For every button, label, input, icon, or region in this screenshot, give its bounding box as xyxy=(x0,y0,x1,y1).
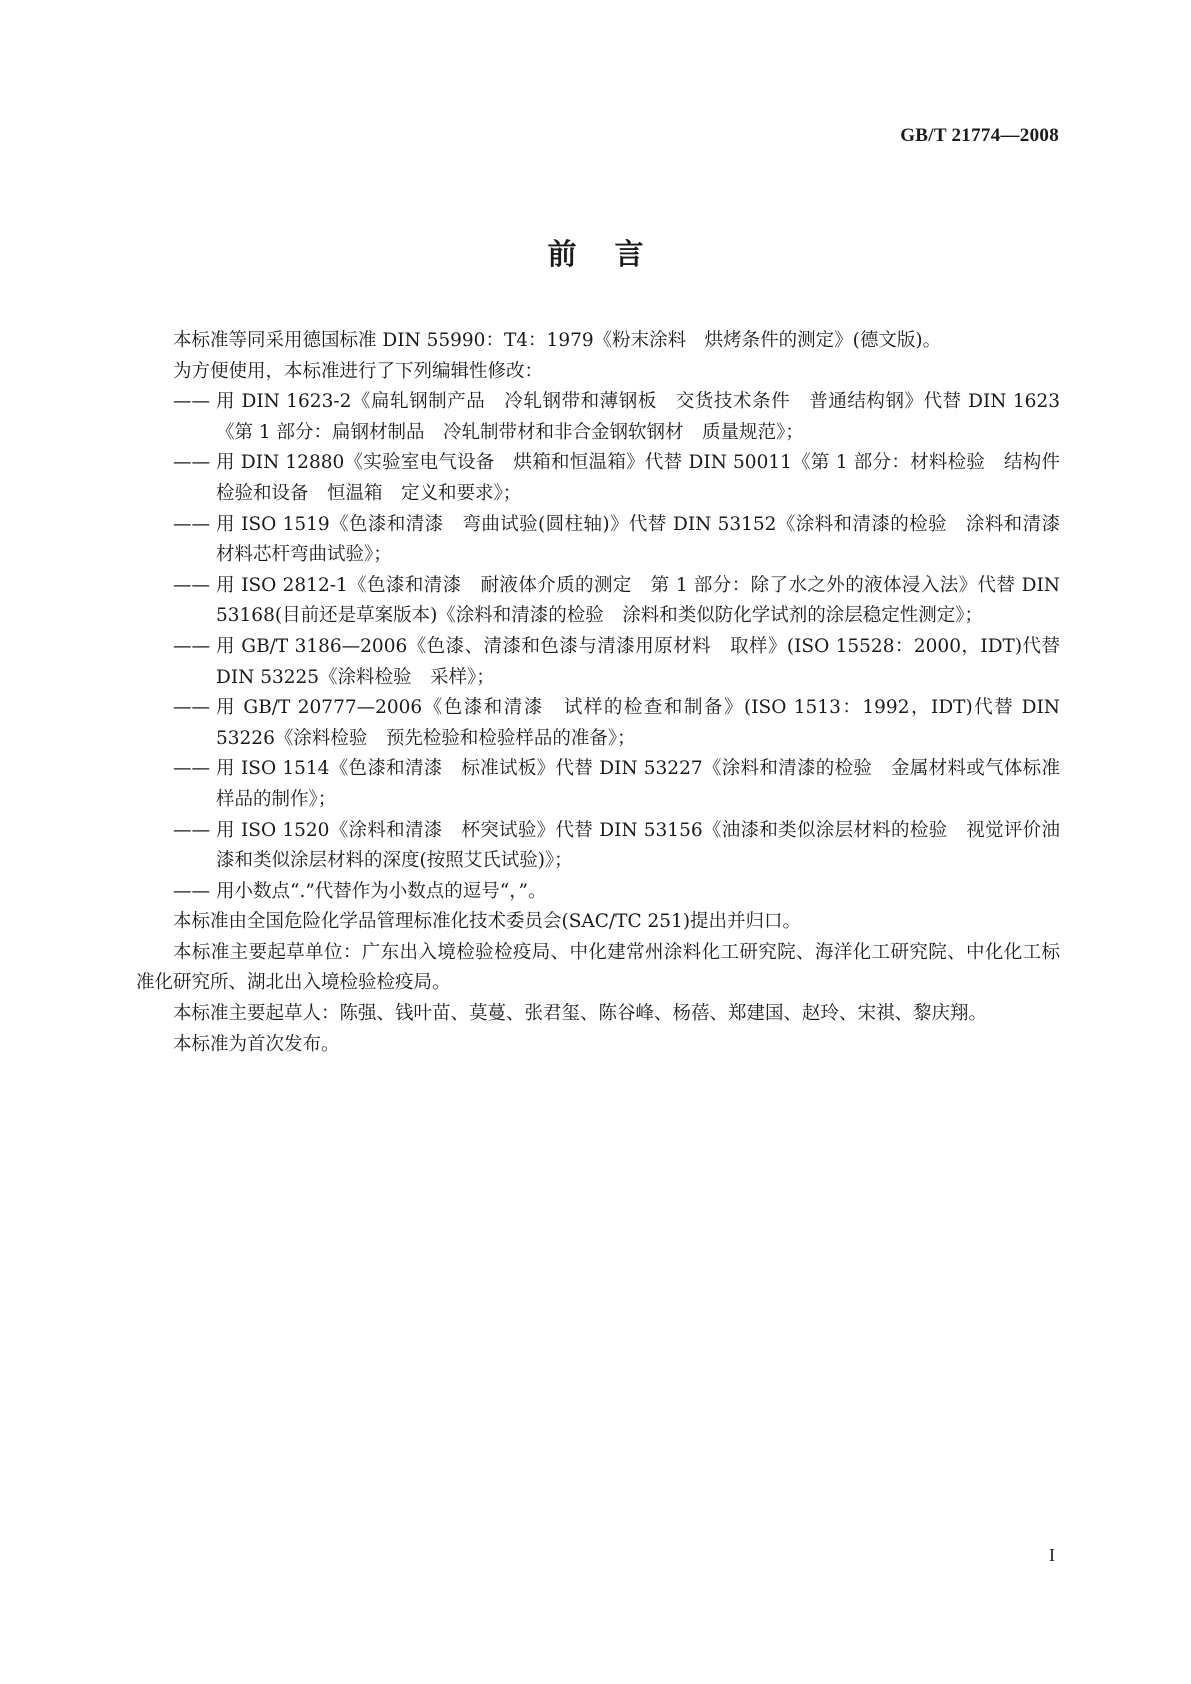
list-item xyxy=(136,571,1060,632)
list-item xyxy=(136,693,1060,754)
list-item xyxy=(136,387,1060,448)
list-item xyxy=(136,632,1060,693)
paragraph-first-release: 本标准为首次发布。 xyxy=(173,1033,340,1055)
standard-code: GB/T 21774—2008 xyxy=(900,125,1059,146)
list-dash: —— xyxy=(173,513,210,535)
paragraph-proposer: 本标准由全国危险化学品管理标准化技术委员会(SAC/TC 251)提出并归口。 xyxy=(173,911,802,933)
list-dash: —— xyxy=(173,819,210,841)
page-number: I xyxy=(1049,1545,1055,1565)
list-item xyxy=(136,816,1060,877)
foreword-body xyxy=(136,326,1060,1060)
list-item-text: 用 GB/T 3186—2006《色漆、清漆和色漆与清漆用原材料 取样》(ISO 15528：2000，IDT)代替 DIN 53225《涂料检验 采样》； xyxy=(216,635,1060,688)
list-dash: —— xyxy=(173,452,210,474)
list-item-text: 用小数点“.”代替作为小数点的逗号“，”。 xyxy=(216,880,547,902)
paragraph-adoption: 本标准等同采用德国标准 DIN 55990：T4：1979《粉末涂料 烘烤条件的测定》(德文版)。 xyxy=(173,330,942,351)
list-item-text: 用 ISO 1520《涂料和清漆 杯突试验》代替 DIN 53156《油漆和类似涂层材料的检验 视觉评价油漆和类似涂层材料的深度(按照艾氏试验)》； xyxy=(216,819,1060,872)
list-dash: —— xyxy=(173,758,210,780)
list-item xyxy=(136,754,1060,815)
paragraph-edits-intro: 为方便使用，本标准进行了下列编辑性修改： xyxy=(173,360,544,382)
list-item xyxy=(136,448,1060,509)
list-item-text: 用 ISO 2812-1《色漆和清漆 耐液体介质的测定 第 1 部分：除了水之外的液体浸入法》代替 DIN 53168(目前还是草案版本)《涂料和清漆的检验 涂料和类似防化学试剂的涂层稳定性测定》； xyxy=(216,574,1060,627)
list-item-text: 用 ISO 1519《色漆和清漆 弯曲试验(圆柱轴)》代替 DIN 53152《涂料和清漆的检验 涂料和清漆材料芯杆弯曲试验》； xyxy=(216,513,1060,566)
list-dash: —— xyxy=(173,635,210,657)
changes-list xyxy=(136,387,1060,907)
list-item-text: 用 DIN 12880《实验室电气设备 烘箱和恒温箱》代替 DIN 50011《第 1 部分：材料检验 结构件检验和设备 恒温箱 定义和要求》； xyxy=(216,452,1060,504)
paragraph-drafters: 本标准主要起草人：陈强、钱叶苗、莫蔓、张君玺、陈谷峰、杨蓓、郑建国、赵玲、宋祺、黎庆翔。 xyxy=(173,1003,988,1025)
list-item-text: 用 GB/T 20777—2006《色漆和清漆 试样的检查和制备》(ISO 1513：1992，IDT)代替 DIN 53226《涂料检验 预先检验和检验样品的准备》； xyxy=(216,697,1060,749)
list-dash: —— xyxy=(173,391,210,413)
list-item-text: 用 DIN 1623-2《扁轧钢制产品 冷轧钢带和薄钢板 交货技术条件 普通结构钢》代替 DIN 1623《第 1 部分：扁钢材制品 冷轧制带材和非合金钢软钢材 质量规范》； xyxy=(216,391,1060,443)
list-item xyxy=(136,510,1060,571)
list-dash: —— xyxy=(173,574,210,596)
list-item-text: 用 ISO 1514《色漆和清漆 标准试板》代替 DIN 53227《涂料和清漆的检验 金属材料或气体标准样品的制作》； xyxy=(216,758,1060,810)
paragraph-drafting-units: 本标准主要起草单位：广东出入境检验检疫局、中化建常州涂料化工研究院、海洋化工研究院、中化化工标准化研究所、湖北出入境检验检疫局。 xyxy=(136,941,1060,994)
list-item xyxy=(136,877,1060,908)
list-dash: —— xyxy=(173,880,210,902)
page-title: 前言 xyxy=(547,237,682,271)
list-dash: —— xyxy=(173,697,210,719)
